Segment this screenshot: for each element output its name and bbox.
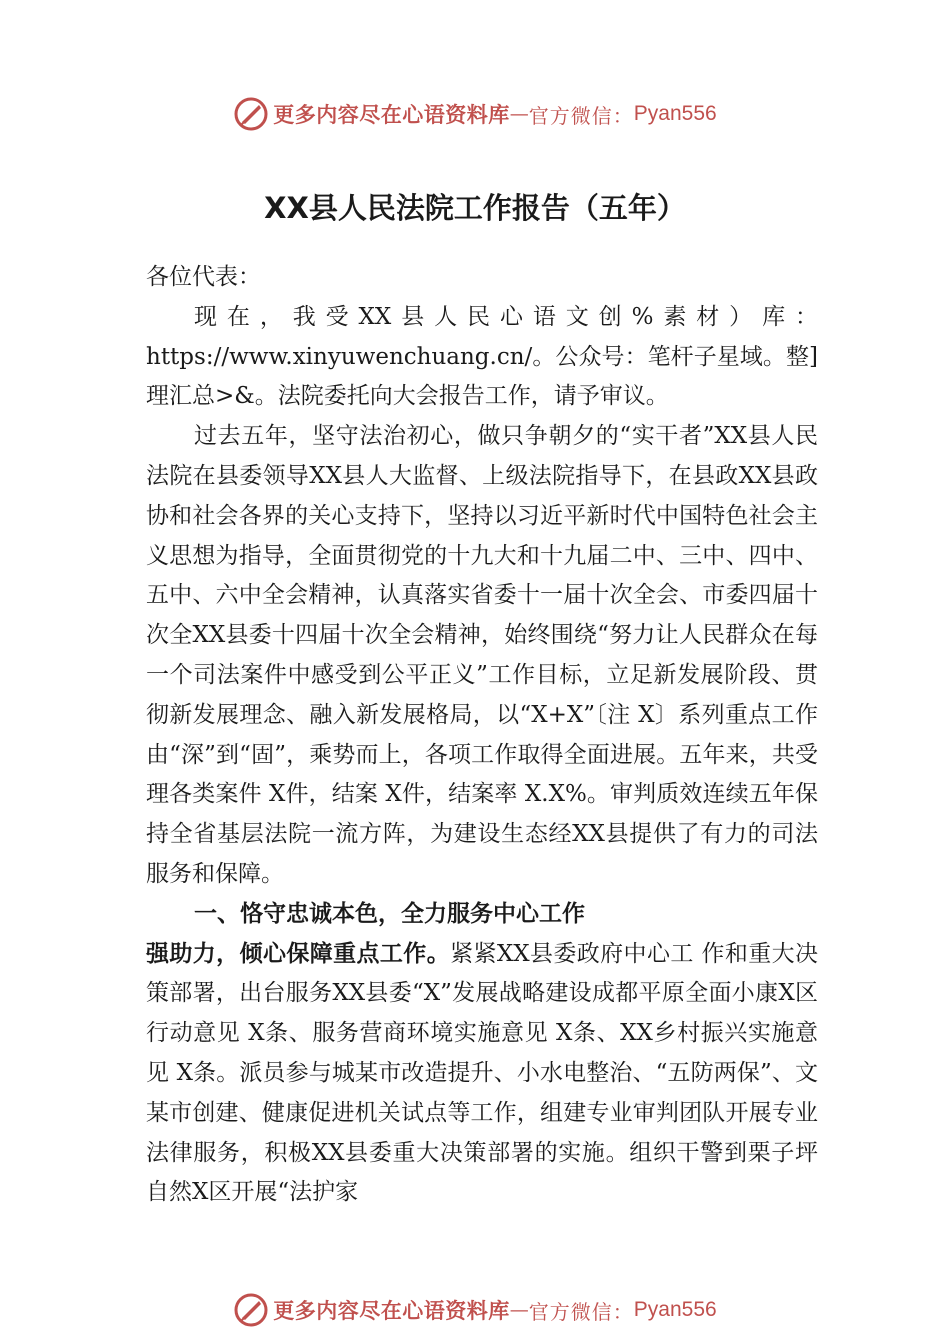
watermark-wechat-label: 官方微信：	[528, 1299, 634, 1324]
watermark-banner-top	[0, 94, 950, 134]
watermark-text: 更多内容尽在心语资料库	[273, 102, 510, 127]
quill-logo-icon	[233, 96, 269, 132]
paragraph-section-1	[146, 935, 818, 1214]
watermark-dash: —	[509, 103, 529, 125]
paragraph-lead: 强助力，倾心保障重点工作。	[146, 940, 451, 967]
watermark-wechat-id: Pyan556	[633, 1298, 717, 1321]
watermark-wechat-label: 官方微信：	[528, 103, 634, 128]
watermark-text: 更多内容尽在心语资料库	[273, 1298, 510, 1323]
quill-logo-icon	[233, 1292, 269, 1328]
watermark-dash: —	[509, 1299, 529, 1321]
paragraph-overview: 过去五年，坚守法治初心，做只争朝夕的“实干者”XX县人民法院在县委领导XX县人大监督、上级法院指导下，在县政XX县政协和社会各界的关心支持下，坚持以习近平新时代中国特色社会主义思想为指导，全面贯彻党的十九大和十九届二中、三中、四中、五中、六中全会精神，认真落实省委十一届十次全会、市委四届十次全XX县委十四届十次全会精神，始终围绕“努力让人民群众在每一个司法案件中感受到公平正义”工作目标，立足新发展阶段、贯彻新发展理念、融入新发展格局，以“X+X”〔注 X〕系列重点工作由“深”到“固”，乘势而上，各项工作取得全面进展。五年来，共受理各类案件 X件，结案 X件，结案率 X.X%。审判质效连续五年保持全省基层法院一流方阵，为建设生态经XX县提供了有力的司法服务和保障。	[146, 423, 818, 887]
salutation: 各位代表：	[146, 264, 261, 290]
section-heading-1: 一、恪守忠诚本色，全力服务中心工作	[194, 900, 585, 927]
document-title: XX县人民法院工作报告（五年）	[264, 191, 686, 225]
paragraph-intro: 现在，我受XX县人民心语文创%素材）库：https://www.xinyuwenchuang.cn/。公众号：笔杆子星域。整]理汇总>&。法院委托向大会报告工作，请予审议。	[146, 303, 818, 410]
watermark-wechat-id: Pyan556	[633, 102, 717, 125]
document-body	[146, 258, 818, 1213]
paragraph-section-1-text: 紧紧XX县委政府中心工 作和重大决策部署，出台服务XX县委“X”发展战略建设成都平原全面小康X区行动意见 X条、服务营商环境实施意见 X条、XX乡村振兴实施意见 X条。派员参与城某市改造提升、小水电整治、“五防两保”、文某市创建、健康促进机关试点等工作，组建专业审判团队开展专业法律服务，积极XX县委重大决策部署的实施。组织干警到栗子坪自然X区开展“法护家	[146, 940, 818, 1206]
watermark-banner-bottom	[0, 1290, 950, 1330]
